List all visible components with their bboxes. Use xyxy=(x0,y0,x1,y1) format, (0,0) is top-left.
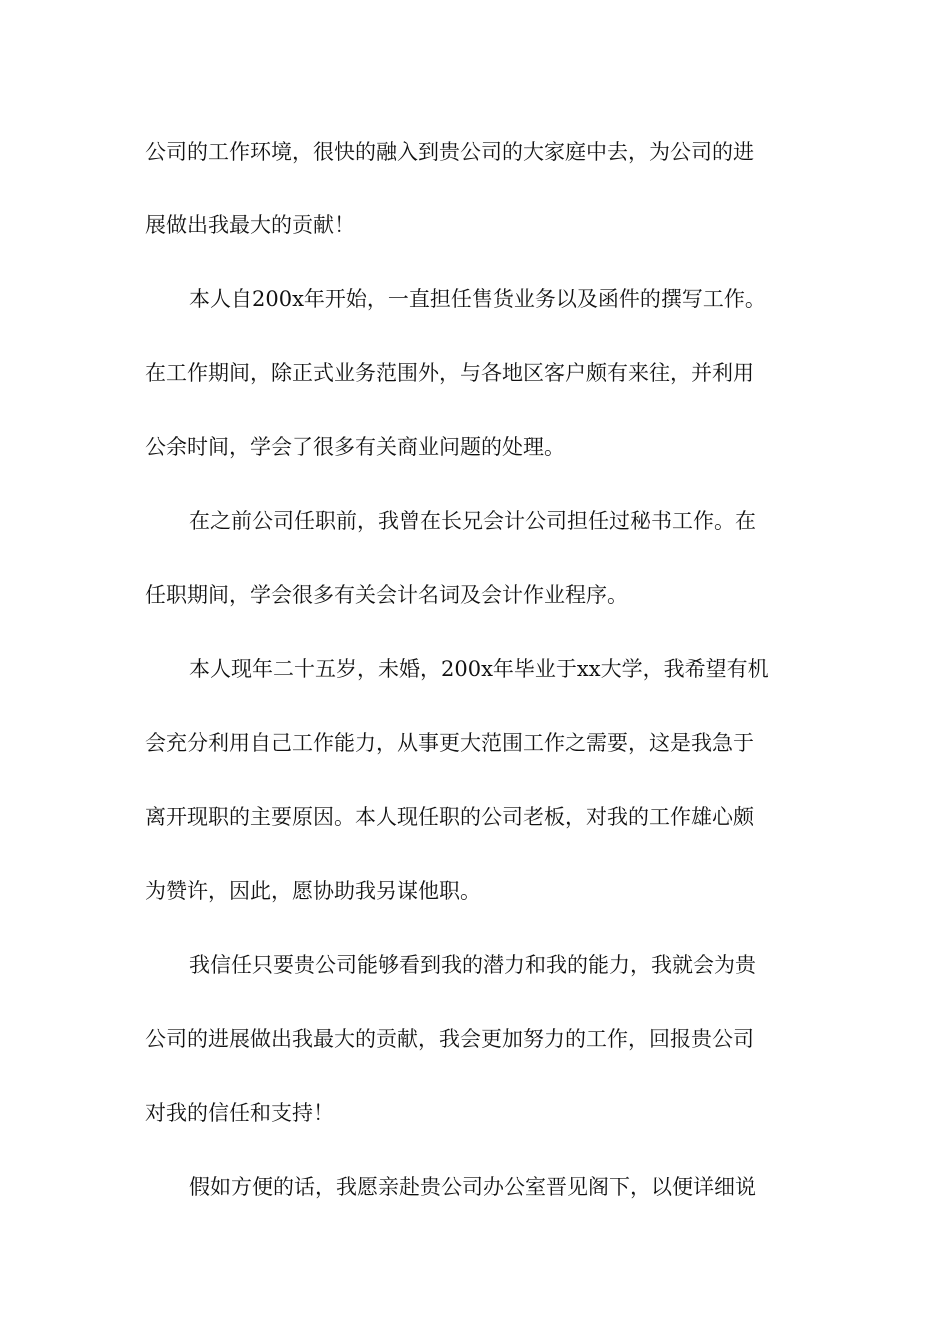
text-line: 公余时间，学会了很多有关商业问题的处理。 xyxy=(145,435,565,459)
text-line: 在之前公司任职前，我曾在长兄会计公司担任过秘书工作。在 xyxy=(189,509,756,533)
text-line: 会充分利用自己工作能力，从事更大范围工作之需要，这是我急于 xyxy=(145,731,754,755)
text-line: 离开现职的主要原因。本人现任职的公司老板，对我的工作雄心颇 xyxy=(145,805,754,829)
text-line: 假如方便的话，我愿亲赴贵公司办公室晋见阁下，以便详细说 xyxy=(189,1175,756,1199)
text-line: 公司的进展做出我最大的贡献，我会更加努力的工作，回报贵公司 xyxy=(145,1027,754,1051)
text-line: 任职期间，学会很多有关会计名词及会计作业程序。 xyxy=(145,583,628,607)
text-line: 对我的信任和支持！ xyxy=(145,1101,334,1125)
text-line: 本人自200x年开始，一直担任售货业务以及函件的撰写工作。 xyxy=(189,287,766,311)
text-line: 公司的工作环境，很快的融入到贵公司的大家庭中去，为公司的进 xyxy=(145,140,754,164)
text-line: 本人现年二十五岁，未婚，200x年毕业于xx大学，我希望有机 xyxy=(189,657,769,681)
text-line: 展做出我最大的贡献！ xyxy=(145,213,355,237)
text-line: 我信任只要贵公司能够看到我的潜力和我的能力，我就会为贵 xyxy=(189,953,756,977)
text-line: 为赞许，因此，愿协助我另谋他职。 xyxy=(145,879,481,903)
text-line: 在工作期间，除正式业务范围外，与各地区客户颇有来往，并利用 xyxy=(145,361,754,385)
